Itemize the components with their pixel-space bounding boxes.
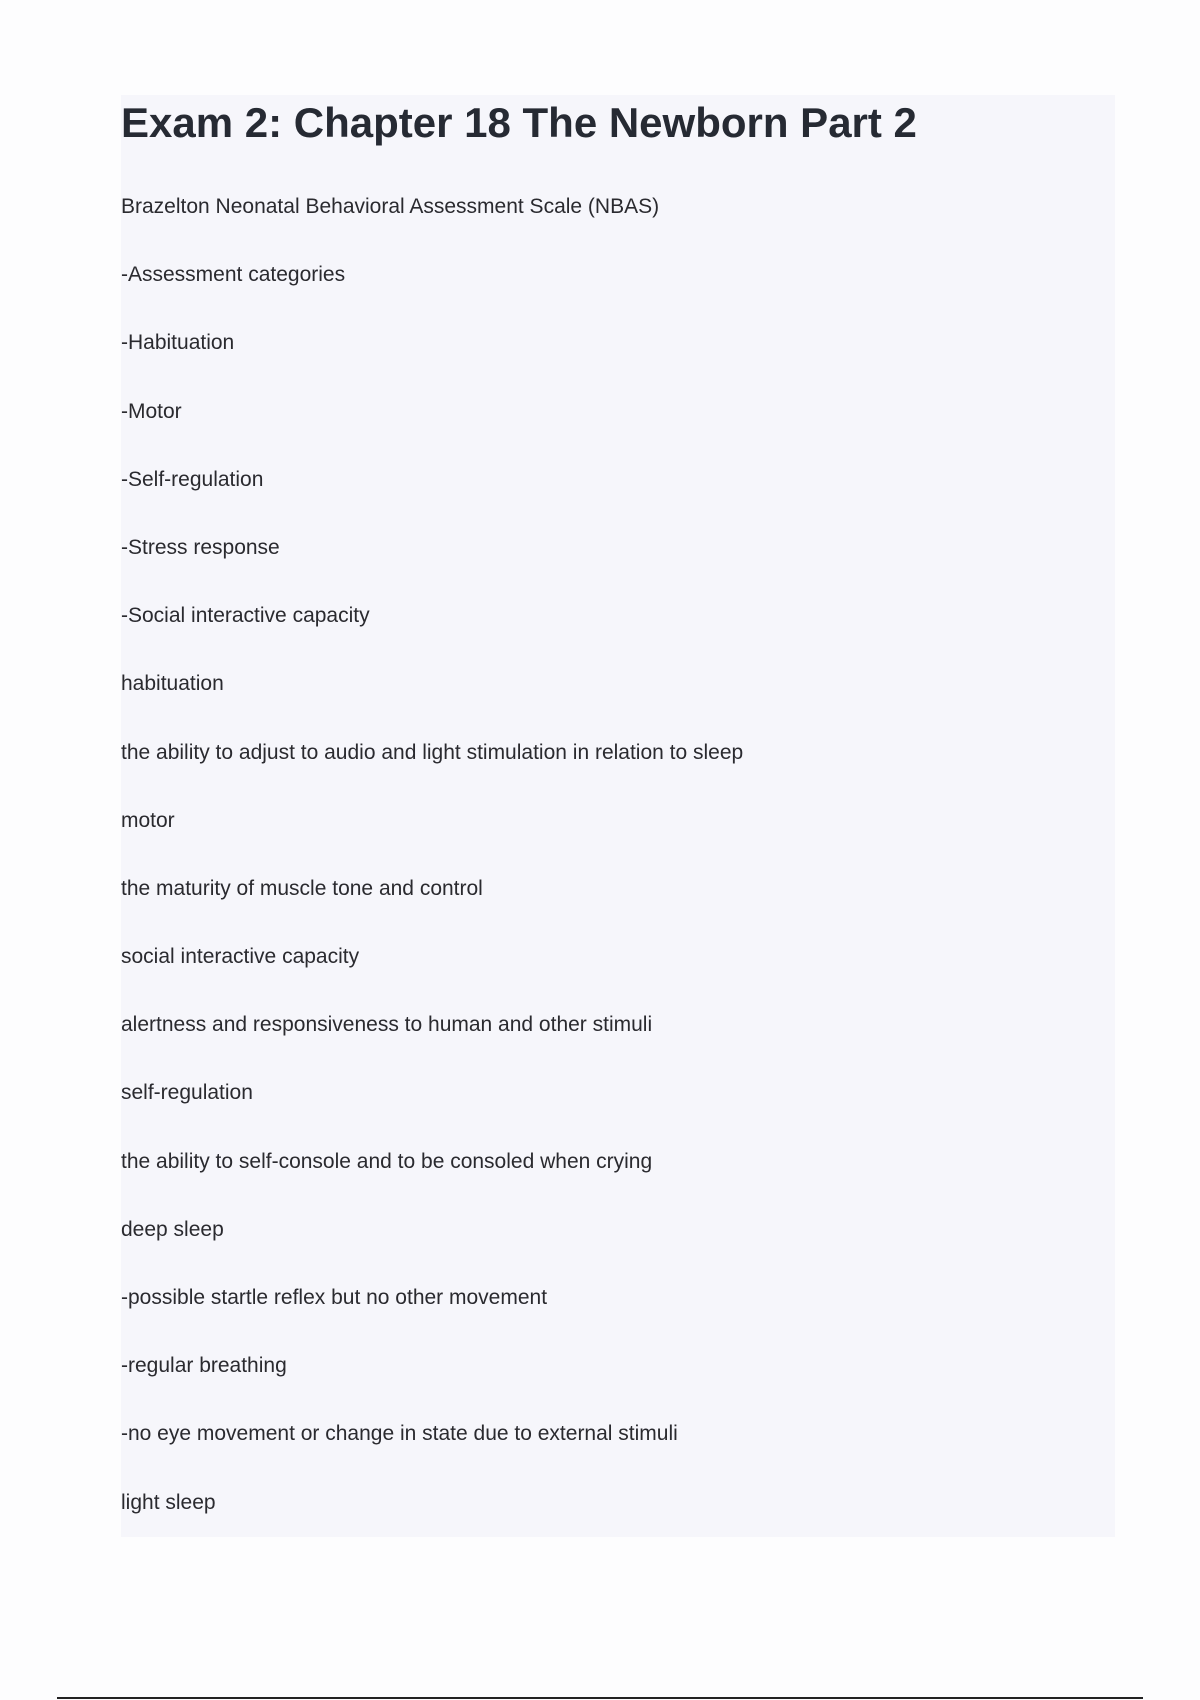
text-line: Brazelton Neonatal Behavioral Assessment Scale (NBAS) bbox=[121, 195, 660, 218]
text-line: -no eye movement or change in state due to external stimuli bbox=[121, 1422, 678, 1446]
text-line: deep sleep bbox=[121, 1217, 224, 1241]
footer-divider bbox=[57, 1697, 1143, 1699]
text-line: alertness and responsiveness to human and other stimuli bbox=[121, 1013, 653, 1037]
text-line: motor bbox=[121, 808, 175, 832]
text-line: the ability to adjust to audio and light stimulation in relation to sleep bbox=[121, 740, 744, 764]
text-line: social interactive capacity bbox=[121, 945, 360, 969]
text-line: self-regulation bbox=[121, 1081, 253, 1105]
text-line: -possible startle reflex but no other movement bbox=[121, 1286, 548, 1309]
text-line: -Stress response bbox=[121, 535, 280, 559]
document-title: Exam 2: Chapter 18 The Newborn Part 2 bbox=[121, 99, 917, 146]
text-line: -Social interactive capacity bbox=[121, 604, 370, 628]
text-line: -Self-regulation bbox=[121, 467, 264, 491]
text-line: -Habituation bbox=[121, 331, 235, 355]
text-line: light sleep bbox=[121, 1490, 216, 1514]
text-line: the maturity of muscle tone and control bbox=[121, 876, 483, 900]
text-line: -regular breathing bbox=[121, 1354, 287, 1378]
text-line: -Assessment categories bbox=[121, 263, 346, 287]
content-block bbox=[121, 95, 1115, 1537]
text-line: habituation bbox=[121, 672, 224, 696]
document-lines bbox=[121, 195, 743, 1559]
text-line: the ability to self-console and to be consoled when crying bbox=[121, 1149, 653, 1173]
text-line: -Motor bbox=[121, 399, 182, 423]
